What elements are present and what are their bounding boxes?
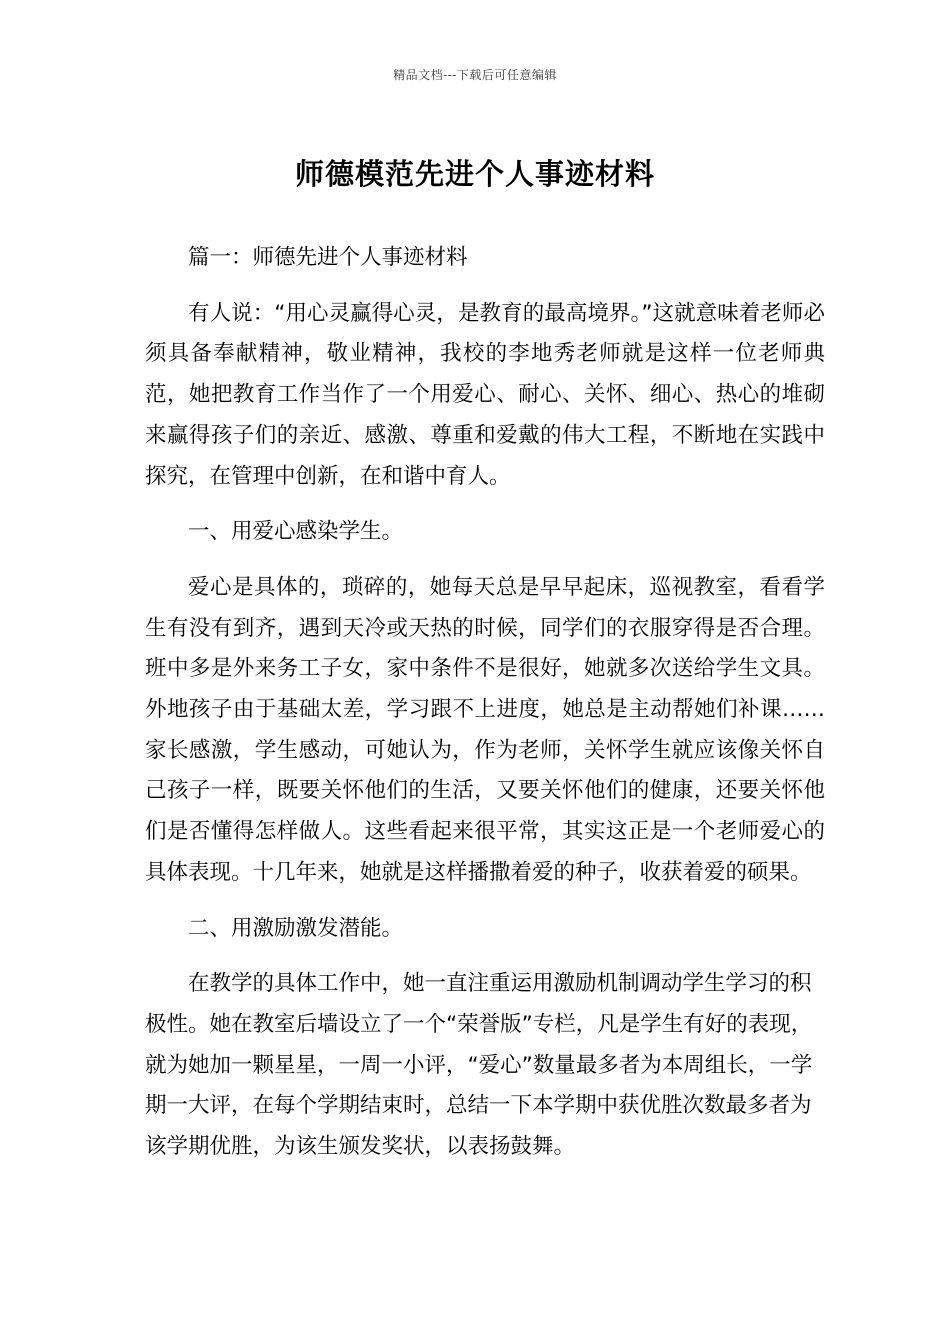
- document-title: 师德模范先进个人事迹材料: [294, 157, 655, 191]
- page-header-note: 精品文档---下载后可任意编辑: [393, 68, 557, 82]
- section-heading-motivation: 二、用激励激发潜能。: [188, 915, 404, 941]
- motivation-paragraph: 在教学的具体工作中，她一直注重运用激励机制调动学生学习的积极性。她在教室后墙设立了一个“荣誉版”专栏，凡是学生有好的表现，就为她加一颗星星，一周一小评，“爱心”数量最多者为本周组长，一学期一大评，在每个学期结束时，总结一下本学期中获优胜次数最多者为该学期优胜，为该生颁发奖状，以表扬鼓舞。: [145, 971, 813, 1160]
- section-heading-love: 一、用爱心感染学生。: [188, 519, 404, 545]
- intro-paragraph: 有人说：“用心灵赢得心灵，是教育的最高境界。”这就意味着老师必须具备奉献精神，敬业精神，我校的李地秀老师就是这样一位老师典范，她把教育工作当作了一个用爱心、耐心、关怀、细心、热心的堆砌来赢得孩子们的亲近、感激、尊重和爱戴的伟大工程，不断地在实践中探究，在管理中创新，在和谐中育人。: [145, 300, 825, 489]
- love-paragraph: 爱心是具体的，琐碎的，她每天总是早早起床，巡视教室，看看学生有没有到齐，遇到天冷或天热的时候，同学们的衣服穿得是否合理。班中多是外来务工子女，家中条件不是很好，她就多次送给学生文具。外地孩子由于基础太差，学习跟不上进度，她总是主动帮她们补课……家长感激，学生感动，可她认为，作为老师，关怀学生就应该像关怀自己孩子一样，既要关怀他们的生活，又要关怀他们的健康，还要关怀他们是否懂得怎样做人。这些看起来很平常，其实这正是一个老师爱心的具体表现。十几年来，她就是这样播撒着爱的种子，收获着爱的硕果。: [145, 574, 825, 885]
- document-body: [145, 238, 825, 1183]
- section-heading-part-one: 篇一：师德先进个人事迹材料: [188, 245, 468, 270]
